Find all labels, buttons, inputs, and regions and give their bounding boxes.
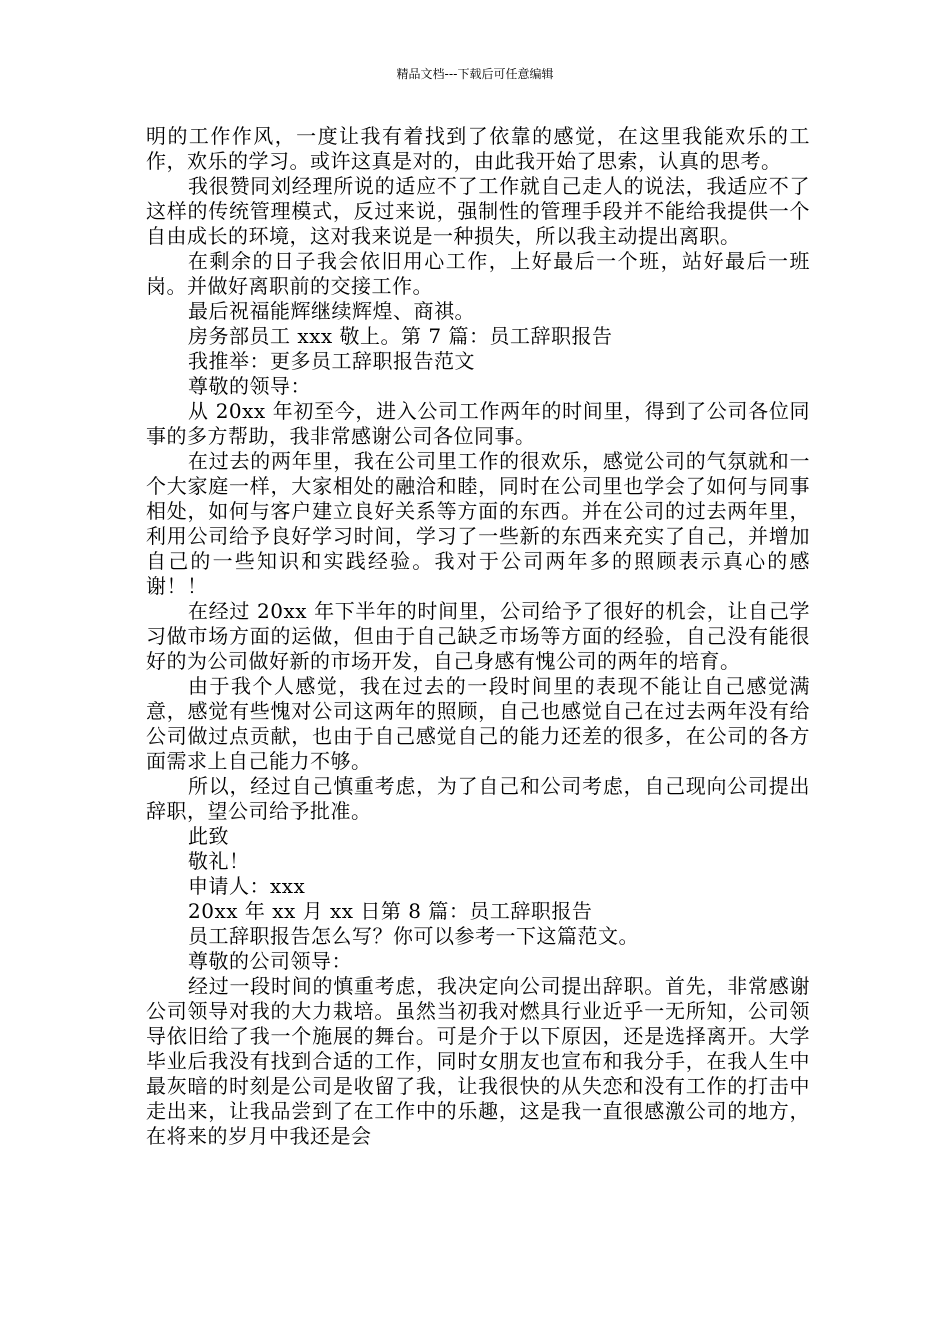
paragraph: 所以，经过自己慎重考虑，为了自己和公司考虑，自己现向公司提出辞职，望公司给予批准。 — [146, 774, 810, 823]
paragraph: 申请人：xxx — [188, 874, 306, 898]
paragraph: 员工辞职报告怎么写？你可以参考一下这篇范文。 — [188, 924, 639, 948]
paragraph: 经过一段时间的慎重考虑，我决定向公司提出辞职。首先，非常感谢公司领导对我的大力栽培。虽然当初我对燃具行业近乎一无所知，公司领导依旧给了我一个施展的舞台。可是介于以下原因，还是选择离开。大学毕业后我没有找到合适的工作，同时女朋友也宣布和我分手，在我人生中最灰暗的时刻是公司是收留了我，让我很快的从失恋和没有工作的打击中走出来，让我品尝到了在工作中的乐趣，这是我一直很感激公司的地方，在将来的岁月中我还是会 — [146, 974, 810, 1148]
paragraph: 房务部员工 xxx 敬上。第 7 篇：员工辞职报告 — [188, 324, 613, 348]
paragraph: 20xx 年 xx 月 xx 日第 8 篇：员工辞职报告 — [188, 899, 593, 923]
paragraph: 我推举：更多员工辞职报告范文 — [188, 349, 475, 373]
paragraph: 从 20xx 年初至今，进入公司工作两年的时间里，得到了公司各位同事的多方帮助，我非常感谢公司各位同事。 — [146, 399, 810, 448]
paragraph: 尊敬的公司领导： — [188, 949, 352, 973]
paragraph: 尊敬的领导： — [188, 374, 311, 398]
paragraph: 最后祝福能辉继续辉煌、商祺。 — [188, 299, 475, 323]
paragraph: 此致 — [188, 824, 229, 848]
paragraph: 在剩余的日子我会依旧用心工作，上好最后一个班，站好最后一班岗。并做好离职前的交接工作。 — [146, 249, 810, 298]
paragraph: 由于我个人感觉，我在过去的一段时间里的表现不能让自己感觉满意，感觉有些愧对公司这两年的照顾，自己也感觉自己在过去两年没有给公司做过点贡献，也由于自己感觉自己的能力还差的很多，在公司的各方面需求上自己能力不够。 — [146, 674, 810, 773]
paragraph: 在过去的两年里，我在公司里工作的很欢乐，感觉公司的气氛就和一个大家庭一样，大家相处的融洽和睦，同时在公司里也学会了如何与同事相处，如何与客户建立良好关系等方面的东西。并在公司的过去两年里，利用公司给予良好学习时间，学习了一些新的东西来充实了自己，并增加自己的一些知识和实践经验。我对于公司两年多的照顾表示真心的感谢！！ — [146, 449, 810, 598]
paragraph: 明的工作作风，一度让我有着找到了依靠的感觉，在这里我能欢乐的工作，欢乐的学习。或许这真是对的，由此我开始了思索，认真的思考。 — [146, 124, 810, 173]
paragraph: 敬礼！ — [188, 849, 250, 873]
paragraph: 在经过 20xx 年下半年的时间里，公司给予了很好的机会，让自己学习做市场方面的运做，但由于自己缺乏市场等方面的经验，自己没有能很好的为公司做好新的市场开发，自己身感有愧公司的两年的培育。 — [146, 599, 810, 673]
document-body — [146, 124, 810, 1149]
page-header: 精品文档---下载后可任意编辑 — [396, 67, 554, 81]
paragraph: 我很赞同刘经理所说的适应不了工作就自己走人的说法，我适应不了这样的传统管理模式，反过来说，强制性的管理手段并不能给我提供一个自由成长的环境，这对我来说是一种损失，所以我主动提出离职。 — [146, 174, 810, 248]
